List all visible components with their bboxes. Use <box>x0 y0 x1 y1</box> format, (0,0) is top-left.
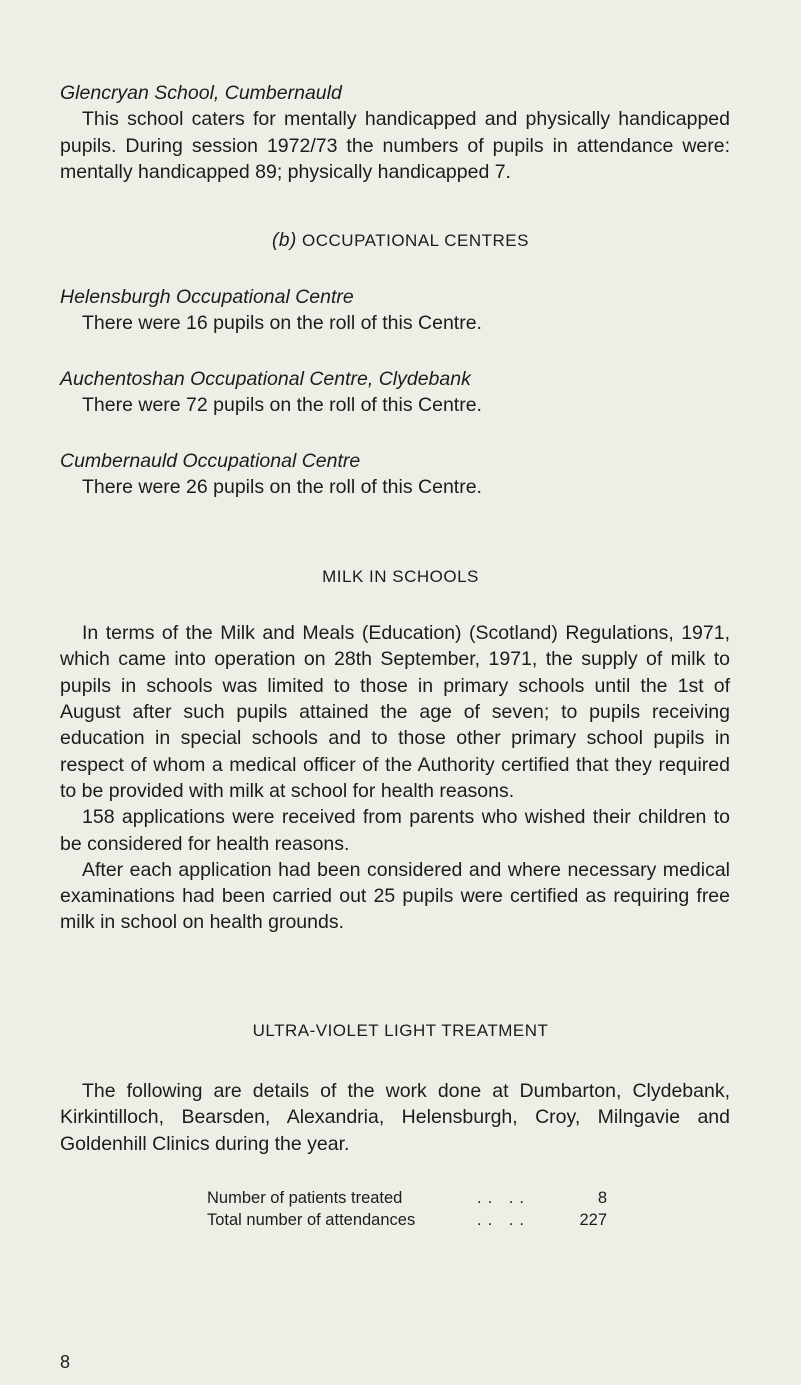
milk-paragraph: In terms of the Milk and Meals (Education) (Scotland) Regulations, 1971, which came into operation on 28th September, 1971, the supply of milk to pupils in schools was limited to those in primary schools until the 1st of August after such pupils attained the age of seven; to pupils receiving education in special schools and to those other primary school pupils in respect of whom a medical officer of the Authority certified that they required to be provided with milk at school for health reasons. <box>60 622 730 802</box>
leader-dots: .. .. <box>477 1211 530 1229</box>
centre-title: Cumbernauld Occupational Centre <box>60 450 361 472</box>
stats-row <box>207 1188 607 1210</box>
milk-paragraph: 158 applications were received from parents who wished their children to be considered for health reasons. <box>60 806 730 855</box>
centre-text: There were 16 pupils on the roll of this Centre. <box>82 312 482 335</box>
stats-label: Number of patients treated <box>207 1189 403 1207</box>
occupational-heading-text: OCCUPATIONAL CENTRES <box>302 231 529 250</box>
centre-text: There were 72 pupils on the roll of this Centre. <box>82 394 482 417</box>
ultra-violet-heading: ULTRA-VIOLET LIGHT TREATMENT <box>252 1021 549 1040</box>
uv-text: The following are details of the work done at Dumbarton, Clydebank, Kirkintilloch, Bearsden, Alexandria, Helensburgh, Croy, Milngavie and Goldenhill Clinics during the year. <box>60 1080 730 1155</box>
milk-paragraph: After each application had been considered and where necessary medical examinations had been carried out 25 pupils were certified as requiring free milk in school on health grounds. <box>60 858 730 934</box>
glencryan-section <box>60 80 730 185</box>
centre-title: Helensburgh Occupational Centre <box>60 286 354 308</box>
milk-section <box>60 620 730 936</box>
centre-text: There were 26 pupils on the roll of this Centre. <box>82 476 482 499</box>
leader-dots: .. .. <box>477 1189 530 1207</box>
cumbernauld-centre <box>60 448 730 501</box>
uv-section <box>60 1078 730 1157</box>
page-number: 8 <box>60 1352 71 1372</box>
milk-in-schools-heading: MILK IN SCHOOLS <box>322 567 479 586</box>
section-letter: (b) <box>272 230 297 251</box>
stats-value: 227 <box>579 1211 607 1229</box>
glencryan-title: Glencryan School, Cumbernauld <box>60 82 342 104</box>
stats-row <box>207 1210 607 1232</box>
stats-label: Total number of attendances <box>207 1211 416 1229</box>
glencryan-text: This school caters for mentally handicapped and physically handicapped pupils. During session 1972/73 the numbers of pupils in attendance were: mentally handicapped 89; physically handicapped 7. <box>60 108 730 183</box>
helensburgh-centre <box>60 284 730 337</box>
occupational-centres-heading <box>0 228 801 254</box>
stats-value: 8 <box>597 1189 607 1207</box>
centre-title: Auchentoshan Occupational Centre, Clydebank <box>60 368 471 390</box>
uv-stats-table <box>207 1188 607 1232</box>
auchentoshan-centre <box>60 366 730 419</box>
